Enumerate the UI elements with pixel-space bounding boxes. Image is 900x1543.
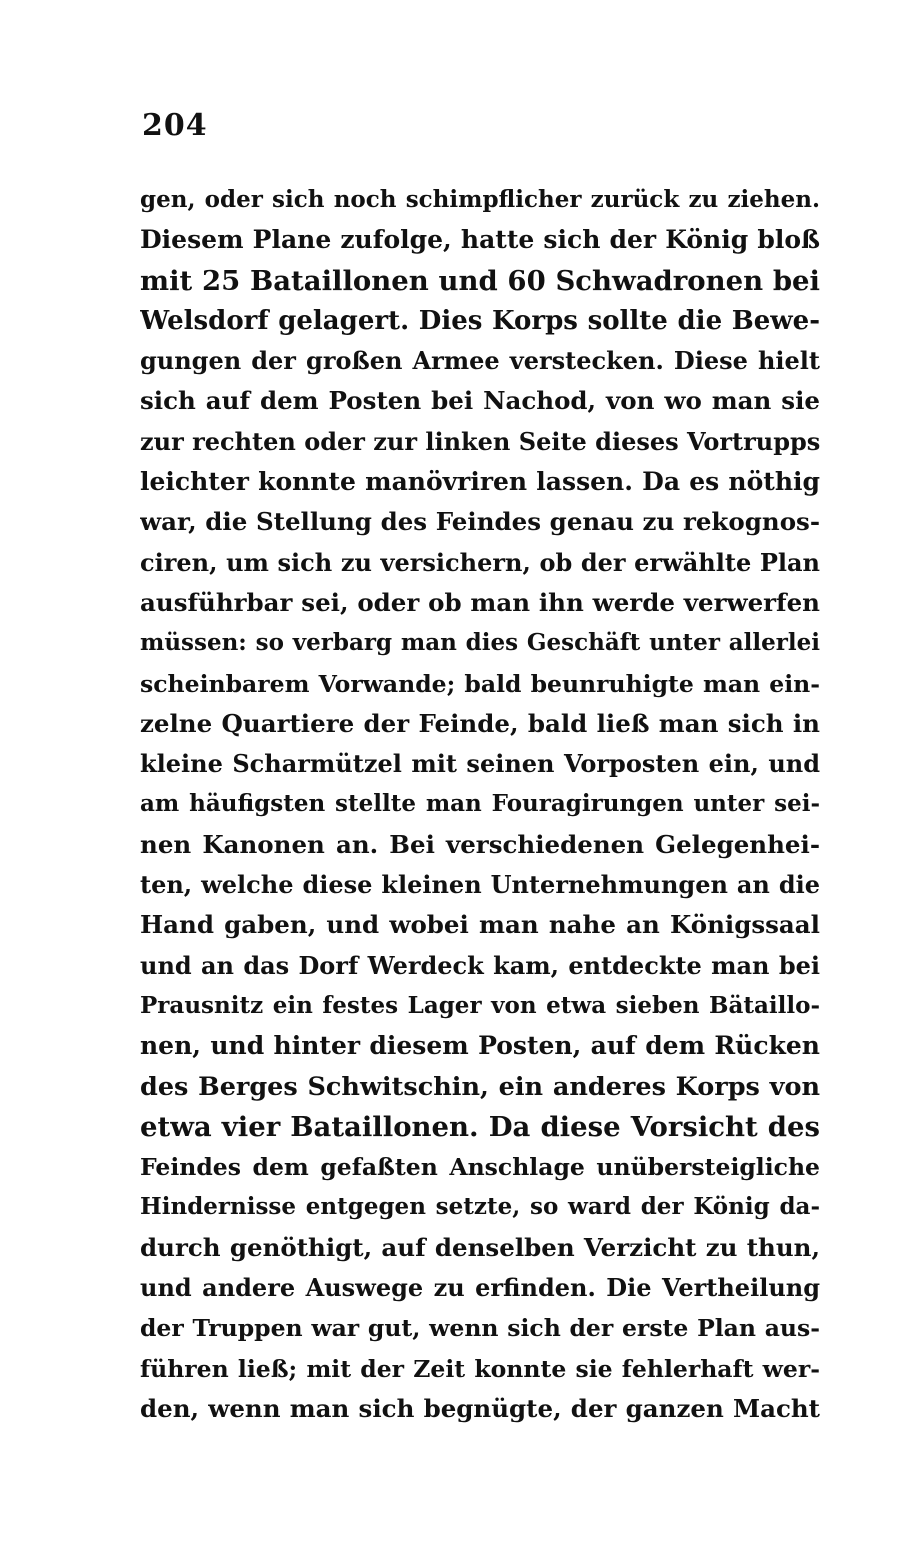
text-line: und an das Dorf Werdeck kam, entdeckte man bei	[140, 950, 820, 980]
text-line: führen ließ; mit der Zeit konnte sie fehlerhaft wer-	[140, 1354, 820, 1383]
text-line: Welsdorf gelagert. Dies Korps sollte die Bewe-	[140, 305, 820, 336]
text-line: Hindernisse entgegen setzte, so ward der König da-	[140, 1193, 820, 1221]
text-line: sich auf dem Posten bei Nachod, von wo man sie	[140, 386, 820, 416]
page-number: 204	[142, 108, 208, 143]
text-line: zur rechten oder zur linken Seite dieses Vortrupps	[140, 426, 820, 456]
text-line: des Berges Schwitschin, ein anderes Korps von	[140, 1071, 820, 1102]
text-line: gen, oder sich noch schimpflicher zurück zu ziehen.	[140, 186, 820, 213]
text-line: etwa vier Bataillonen. Da diese Vorsicht des	[140, 1110, 820, 1143]
text-line: scheinbarem Vorwande; bald beunruhigte man ein-	[140, 669, 820, 698]
text-line: gungen der großen Armee verstecken. Diese hielt	[140, 346, 820, 376]
text-line: ten, welche diese kleinen Unternehmungen an die	[140, 870, 820, 900]
text-line: ausführbar sei, oder ob man ihn werde verwerfen	[140, 587, 820, 617]
text-line: nen, und hinter diesem Posten, auf dem Rücken	[140, 1031, 820, 1061]
text-line: war, die Stellung des Feindes genau zu rekognos-	[140, 507, 820, 537]
text-line: zelne Quartiere der Feinde, bald ließ man sich in	[140, 708, 820, 738]
text-line: durch genöthigt, auf denselben Verzicht zu thun,	[140, 1232, 820, 1262]
text-line: mit 25 Bataillonen und 60 Schwadronen bei	[140, 264, 820, 297]
text-line: und andere Auswege zu erfinden. Die Vertheilung	[140, 1273, 820, 1303]
text-line: müssen: so verbarg man dies Geschäft unter allerlei	[140, 629, 820, 657]
text-line: den, wenn man sich begnügte, der ganzen Macht	[140, 1393, 820, 1423]
text-line: am häufigsten stellte man Fouragirungen unter sei-	[140, 790, 820, 818]
body-text	[140, 180, 820, 1429]
text-line: Prausnitz ein festes Lager von etwa sieben Bätaillo-	[140, 991, 820, 1019]
text-line: Hand gaben, und wobei man nahe an Königssaal	[140, 910, 820, 940]
text-line: leichter konnte manövriren lassen. Da es nöthig	[140, 467, 820, 497]
text-line: ciren, um sich zu versichern, ob der erwählte Plan	[140, 547, 820, 577]
text-line: nen Kanonen an. Bei verschiedenen Gelegenhei-	[140, 829, 820, 859]
text-line: Diesem Plane zufolge, hatte sich der König bloß	[140, 225, 820, 255]
text-line: Feindes dem gefaßten Anschlage unübersteigliche	[140, 1153, 820, 1182]
text-line: kleine Scharmützel mit seinen Vorposten ein, und	[140, 749, 820, 779]
text-line: der Truppen war gut, wenn sich der erste Plan aus-	[140, 1314, 820, 1343]
